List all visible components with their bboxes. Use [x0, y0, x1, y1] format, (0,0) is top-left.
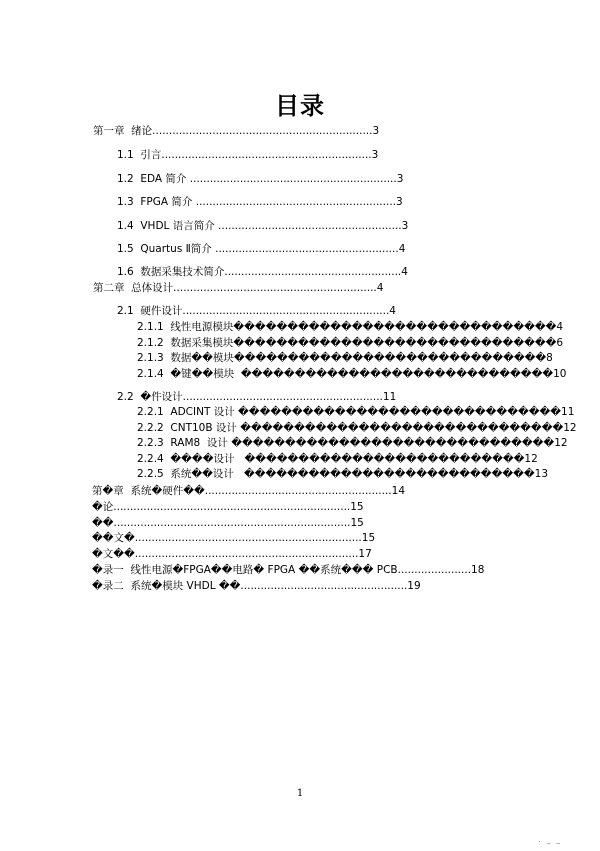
toc-entry-2-1: 2.1 硬件设计..............................................................4 [117, 305, 396, 317]
toc-entry-1-3: 1.3 FPGA 简介 ............................................................3 [117, 196, 403, 208]
toc-entry-2-1-1: 2.1.1 线性电源模块������������������������������4 [137, 321, 564, 333]
toc-entry-2-2-1: 2.2.1 ADCINT 设计 ������������������������������11 [137, 406, 575, 418]
toc-entry-chapter-2: 第二章 总体设计.............................................................4 [93, 282, 384, 294]
toc-entry-1-4: 1.4 VHDL 语言简介 .......................................................3 [117, 220, 409, 232]
toc-entry-1-2: 1.2 EDA 简介 ..............................................................3 [117, 173, 404, 185]
toc-entry-2-1-3: 2.1.3 数据��模块�����������������������������8 [137, 352, 553, 364]
toc-entry-appendix-2: �录二 系统�模块 VHDL ��..................................................19 [92, 580, 421, 592]
toc-entry-1-1: 1.1 引言...............................................................3 [117, 149, 379, 161]
toc-entry-acknowledgement: ��.......................................................................15 [92, 517, 364, 529]
toc-entry-2-1-4: 2.1.4 �键��模块 �����������������������������10 [137, 368, 567, 380]
page-title: 目录 [275, 91, 325, 120]
toc-entry-2-1-2: 2.1.2 数据采集模块������������������������������6 [137, 337, 564, 349]
toc-entry-translation: ��文�....................................................................15 [92, 532, 376, 544]
toc-entry-chapter-1: 第一章 绪论..................................................................3 [93, 125, 380, 137]
toc-entry-2-2-5: 2.2.5 系统��设计 ���������������������������13 [137, 468, 548, 480]
toc-entry-chapter-3: 第�章 系统�硬件��........................................................14 [92, 485, 406, 497]
toc-entry-2-2-2: 2.2.2 CNT10B 设计 ������������������������������12 [137, 422, 577, 434]
toc-entry-2-2-4: 2.2.4 ����设计 ��������������������������12 [137, 453, 538, 465]
toc-entry-1-5: 1.5 Quartus Ⅱ简介 .......................................................4 [117, 243, 406, 255]
toc-entry-1-6: 1.6 数据采集技术简介.....................................................4 [117, 266, 408, 278]
page-number: 1 [296, 788, 304, 799]
toc-entry-2-2: 2.2 �件设计............................................................11 [117, 391, 397, 403]
toc-entry-conclusion: �论.......................................................................15 [92, 501, 364, 513]
toc-entry-references: �文��...................................................................17 [92, 548, 372, 560]
corner-mark: . _ _ [538, 836, 562, 844]
toc-entry-2-2-3: 2.2.3 RAM8 设计 ������������������������������12 [137, 437, 568, 449]
toc-entry-appendix-1: �录一 线性电源�FPGA��电路� FPGA ��系统��� PCB......................18 [92, 564, 485, 576]
